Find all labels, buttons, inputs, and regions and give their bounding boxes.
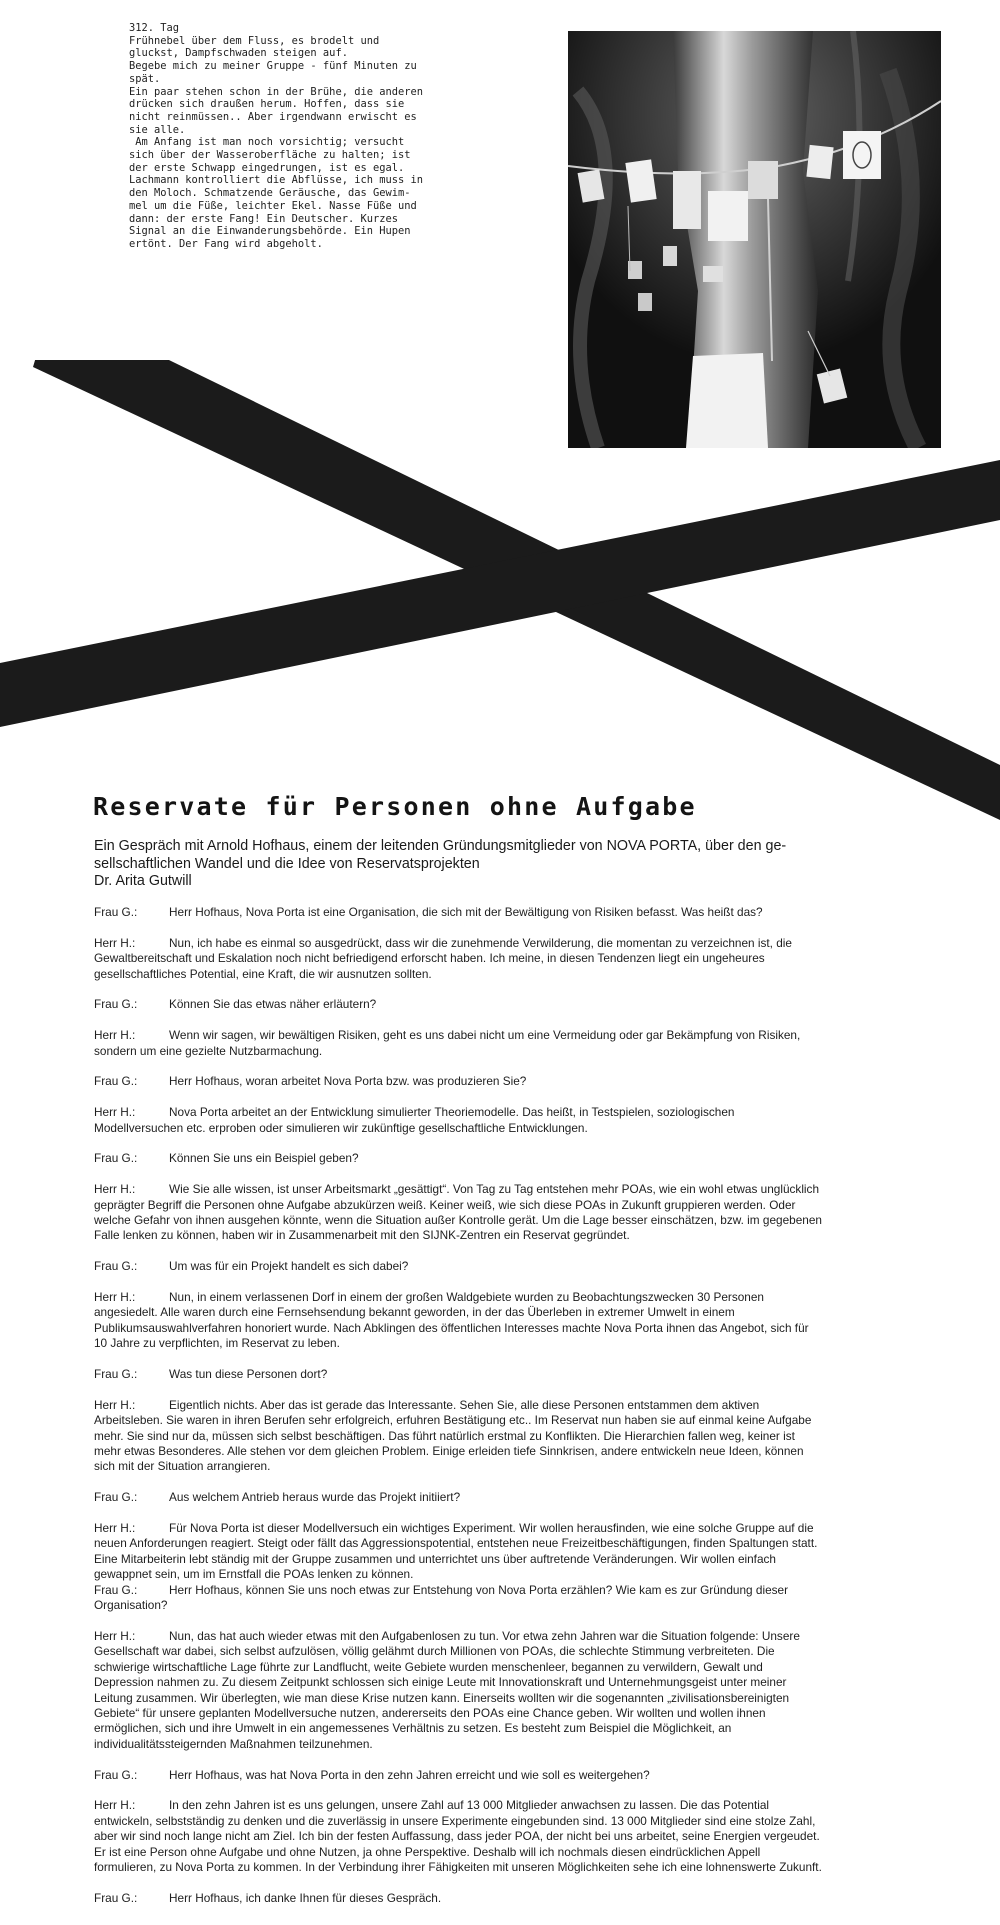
speaker-label: Herr H.: [94, 1105, 136, 1120]
diary-line: spät. [129, 72, 161, 85]
interview-body [94, 905, 824, 1922]
speaker-label: Frau G.: [94, 1767, 138, 1782]
speaker-label: Frau G.: [94, 1074, 138, 1089]
interview-turn [94, 936, 824, 982]
interview-turn [94, 905, 824, 920]
diary-line: Am Anfang ist man noch vorsichtig; versucht [129, 136, 405, 149]
turn-text: Herr Hofhaus, können Sie uns noch etwas zur Entstehung von Nova Porta erzählen? Wie kam es zur Gründung dieser Organisation? [94, 1582, 789, 1613]
speaker-label: Herr H.: [94, 935, 136, 950]
speaker-label: Herr H.: [94, 1397, 136, 1412]
turn-text: Nun, in einem verlassenen Dorf in einem der großen Waldgebiete wurden zu Beobachtungszwecken 30 Personen angesiedelt. Alle waren durch eine Fernsehsendung bekannt geworden, in der das Überleben in extremer Umwelt in einem Publikumsauswahlverfahren honoriert wurde. Nach Abklingen des öffentlichen Interesses machte Nova Porta ihnen das Angebot, sich für 10 Jahre zu verpflichten, im Reservat zu leben. [94, 1290, 809, 1351]
turn-text: Können Sie uns ein Beispiel geben? [169, 1151, 359, 1166]
turn-text: Nun, das hat auch wieder etwas mit den Aufgabenlosen zu tun. Vor etwa zehn Jahren war die Situation folgende: Unsere Gesellschaft war dabei, sich selbst aufzulösen, völlig gelähmt durch Millionen von POAs, die schlechte Stimmung verbreiteten. Die schwierige wirtschaftliche Lage führte zur Landflucht, weite Gebiete wurden menschenleer, begannen zu verwildern, Gewalt und Depression nahmen zu. Zu diesem Zeitpunkt schlossen sich einige Leute mit Innovationskraft und Unternehmungsgeist unter meiner Leitung zusammen. Wir überlegten, wie man diese Krise nutzen kann. Einerseits wollten wir die sogenannten „zivilisationsbereinigten Gebiete“ für unsere geplanten Modellversuche nutzen, andererseits den POAs eine Chance geben. Wir wollten und wollen ihnen ermöglichen, sich und ihre Umwelt in ein angemessenes Verhältnis zu setzen. Es besteht zum Beispiel die Möglichkeit, an individualitätssteigernden Maßnahmen teilzunehmen. [94, 1628, 800, 1751]
cross-bar-ascending [0, 460, 1000, 727]
interview-turn [94, 1290, 824, 1352]
interview-turn [94, 1798, 824, 1875]
turn-text: Für Nova Porta ist dieser Modellversuch ein wichtiges Experiment. Wir wollen herausfinden, wie eine solche Gruppe auf die neuen Anforderungen reagiert. Steigt oder fällt das Aggressionspotential, entstehen neue Freizeitbeschäftigungen, finden Spaltungen statt. Eine Mitarbeiterin lebt ständig mit der Gruppe zusammen und unterrichtet uns über auftretende Veränderungen. Wir wollen einfach gewappnet sein, um im Ernstfall die POAs lenken zu können. [94, 1521, 818, 1582]
diary-line: Ein paar stehen schon in der Brühe, die anderen [129, 85, 424, 98]
diary-line: dann: der erste Fang! Ein Deutscher. Kurzes [129, 212, 398, 225]
interview-turn [94, 1398, 824, 1475]
diary-line: Signal an die Einwanderungsbehörde. Ein Hupen [129, 225, 411, 238]
speaker-label: Frau G.: [94, 1367, 138, 1382]
speaker-label: Herr H.: [94, 1182, 136, 1197]
interview-turn [94, 1182, 824, 1244]
interview-turn [94, 1768, 824, 1783]
speaker-label: Frau G.: [94, 905, 138, 919]
diary-line: mel um die Füße, leichter Ekel. Nasse Füße und [129, 199, 417, 212]
turn-text: Herr Hofhaus, ich danke Ihnen für dieses Gespräch. [169, 1890, 442, 1905]
turn-text: Wie Sie alle wissen, ist unser Arbeitsmarkt „gesättigt“. Von Tag zu Tag entstehen mehr POAs, wie ein wohl etwas unglücklich geprägter Begriff die Personen ohne Aufgabe abzukürzen weiß. Keiner weiß, wie sich diese POAs in Zukunft gruppieren werden. Oder welche Gefahr von ihnen ausgehen könnte, wenn die Situation außer Kontrolle gerät. Um die Lage besser einschätzen, bzw. im gegebenen Falle lenken zu können, haben wir in Zusammenarbeit mit den SIJNK-Zentren ein Reservat gegründet. [94, 1182, 822, 1243]
speaker-label: Frau G.: [94, 1582, 138, 1597]
diary-line: Lachmann kontrolliert die Abflüsse, ich muss in [129, 174, 424, 187]
speaker-label: Herr H.: [94, 1028, 136, 1043]
diary-line: gluckst, Dampfschwaden steigen auf. [129, 47, 348, 60]
article-title: Reservate für Personen ohne Aufgabe [93, 792, 697, 821]
diary-line: der erste Schwapp eingedrungen, ist es egal. [129, 161, 405, 174]
interview-turn [94, 997, 824, 1012]
subtitle-line-2: sellschaftlichen Wandel und die Idee von Reservatsprojekten [94, 855, 480, 872]
diary-line: den Moloch. Schmatzende Geräusche, das Gewim- [129, 187, 411, 200]
speaker-label: Frau G.: [94, 1259, 138, 1274]
diary-line: drücken sich draußen herum. Hoffen, dass sie [129, 98, 405, 111]
interview-turn [94, 1891, 824, 1906]
speaker-label: Frau G.: [94, 1151, 138, 1166]
interview-turn [94, 1583, 824, 1614]
interview-turn [94, 1259, 824, 1274]
interview-turn [94, 1367, 824, 1382]
speaker-label: Frau G.: [94, 1890, 138, 1905]
turn-text: Eigentlich nichts. Aber das ist gerade das Interessante. Sehen Sie, alle diese Personen entstammen dem aktiven Arbeitsleben. Sie waren in ihren Berufen sehr erfolgreich, erfuhren Bestätigung etc.. Im Reservat nun haben sie auf einmal keine Aufgabe mehr. Sie sind nur da, müssen sich selbst beschäftigen. Das führt natürlich erstmal zu Konflikten. Die Hierarchien fallen weg, keiner ist mehr etwas Besonderes. Alle stehen vor dem gleichen Problem. Einige erleiden tiefe Sinnkrisen, andere entwickeln neue Ideen, können sich mit der Situation arrangieren. [94, 1397, 812, 1474]
diary-line: sie alle. [129, 123, 186, 136]
diary-line: 312. Tag [129, 22, 180, 34]
interview-turn [94, 1521, 824, 1583]
turn-text: Um was für ein Projekt handelt es sich dabei? [169, 1259, 409, 1274]
interview-turn [94, 1490, 824, 1505]
interview-turn [94, 1151, 824, 1166]
turn-text: Was tun diese Personen dort? [169, 1367, 328, 1382]
turn-text: In den zehn Jahren ist es uns gelungen, unsere Zahl auf 13 000 Mitglieder anwachsen zu lassen. Die das Potential entwickeln, selbstständig zu denken und die zuverlässig in unsere Experimente eingebunden sind. 13 000 Mitglieder sind eine stolze Zahl, aber wir sind noch lange nicht am Ziel. Ich bin der festen Auffassung, dass jeder POA, der nicht bei uns arbeitet, seine Energien vergeudet. Er ist eine Person ohne Aufgabe und ohne Nutzen, ja ohne Perspektive. Deshalb will ich nochmals diesen eindrücklichen Appell formulieren, zu Nova Porta zu kommen. In der Verbindung ihrer Fähigkeiten mit unseren Möglichkeiten sehe ich eine lohnenswerte Zukunft. [94, 1798, 822, 1874]
interview-turn [94, 1105, 824, 1136]
turn-text: Aus welchem Antrieb heraus wurde das Projekt initiiert? [169, 1490, 461, 1505]
interview-turn [94, 1629, 824, 1752]
diary-line: ertönt. Der Fang wird abgeholt. [129, 237, 323, 250]
article-subtitle [94, 838, 824, 891]
cross-graphic [0, 360, 1000, 830]
interview-turn [94, 1074, 824, 1089]
turn-text: Herr Hofhaus, was hat Nova Porta in den zehn Jahren erreicht und wie soll es weitergehen? [169, 1767, 650, 1782]
diary-line: Frühnebel über dem Fluss, es brodelt und [129, 34, 380, 47]
speaker-label: Frau G.: [94, 1490, 138, 1505]
speaker-label: Herr H.: [94, 1290, 136, 1305]
diary-line: Begebe mich zu meiner Gruppe - fünf Minuten zu [129, 60, 417, 73]
turn-text: Wenn wir sagen, wir bewältigen Risiken, geht es uns dabei nicht um eine Vermeidung oder gar Bekämpfung von Risiken, sondern um eine gezielte Nutzbarmachung. [94, 1028, 801, 1058]
interview-turn [94, 1028, 824, 1059]
diary-line: nicht reinmüssen.. Aber irgendwann erwischt es [129, 110, 417, 123]
turn-text: Herr Hofhaus, woran arbeitet Nova Porta bzw. was produzieren Sie? [169, 1074, 527, 1089]
turn-text: Herr Hofhaus, Nova Porta ist eine Organisation, die sich mit der Bewältigung von Risiken befasst. Was heißt das? [169, 905, 763, 919]
subtitle-line-1: Ein Gespräch mit Arnold Hofhaus, einem der leitenden Gründungsmitglieder von NOVA PORTA, über den ge- [94, 838, 787, 854]
turn-text: Nova Porta arbeitet an der Entwicklung simulierter Theoriemodelle. Das heißt, in Testspielen, soziologischen Modellversuchen etc. erproben oder simulieren wir zukünftige gesellschaftliche Entwicklungen. [94, 1105, 735, 1135]
turn-text: Können Sie das etwas näher erläutern? [169, 997, 377, 1012]
speaker-label: Herr H.: [94, 1521, 136, 1536]
speaker-label: Frau G.: [94, 997, 138, 1012]
diary-entry [129, 22, 429, 251]
diary-line: sich über der Wasseroberfläche zu halten; ist [129, 149, 411, 162]
speaker-label: Herr H.: [94, 1798, 136, 1813]
speaker-label: Herr H.: [94, 1628, 136, 1643]
turn-text: Nun, ich habe es einmal so ausgedrückt, dass wir die zunehmende Verwilderung, die momentan zu verzeichnen ist, die Gewaltbereitschaft und Eskalation noch nicht befriedigend erforscht haben. Ich meine, in diesen Tendenzen liegt ein ungeheures gesellschaftliches Potential, eine Kraft, die wir ausnutzen sollten. [94, 935, 792, 981]
author: Dr. Arita Gutwill [94, 873, 192, 889]
